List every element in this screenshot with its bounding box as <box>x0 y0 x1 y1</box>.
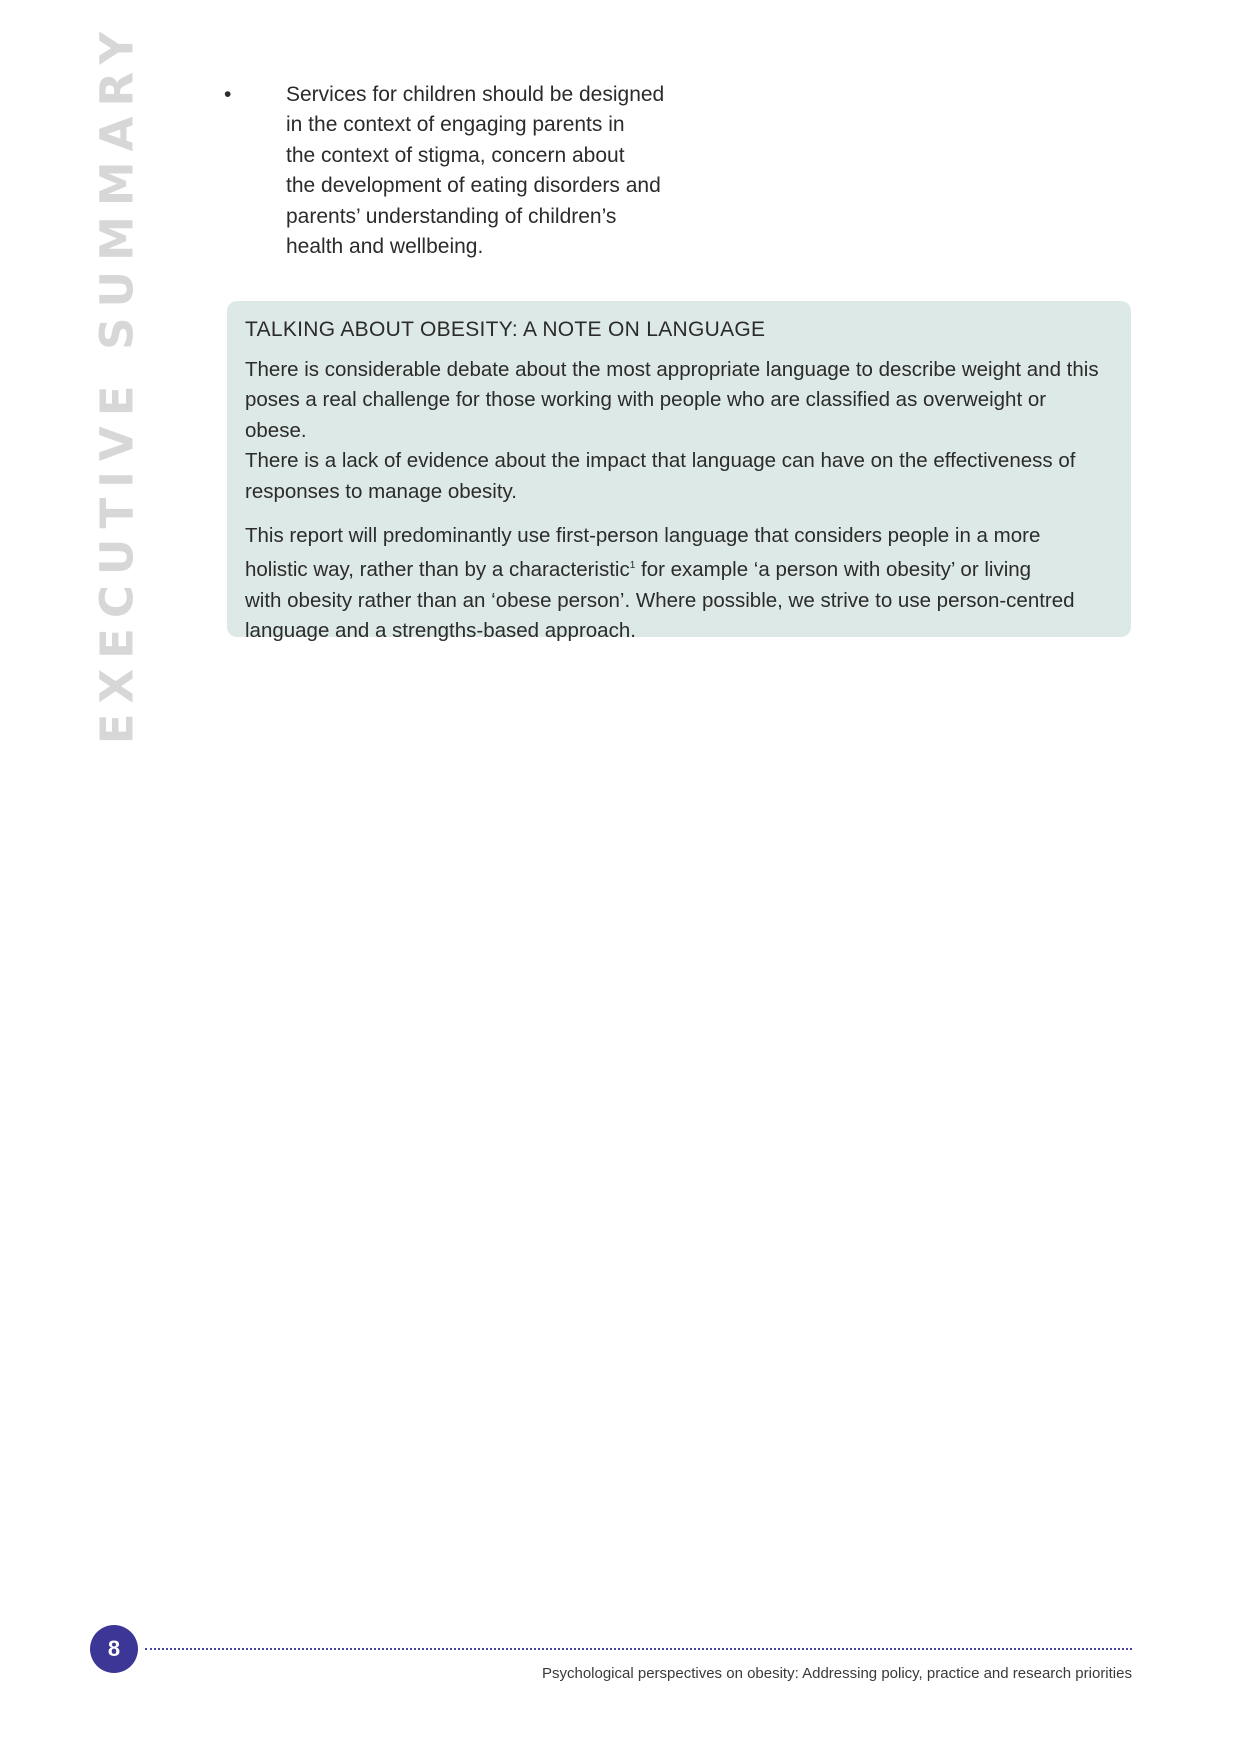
side-section-title <box>90 21 144 745</box>
footnote-reference[interactable]: 1 <box>629 560 636 572</box>
note-line: for example ‘a person with obesity’ or living <box>635 558 1032 582</box>
footer-running-title: Psychological perspectives on obesity: Addressing policy, practice and research priorities <box>541 1665 1132 1682</box>
note-line: This report will predominantly use first-person language that considers people in a more <box>245 524 1041 548</box>
note-line: with obesity rather than an ‘obese person’. Where possible, we strive to use person-centred <box>245 588 1075 612</box>
bullet-line: Services for children should be designed <box>286 83 665 106</box>
page-number: 8 <box>107 1636 121 1661</box>
note-line: There is considerable debate about the most appropriate language to describe weight and this <box>245 358 1099 381</box>
bullet-line: parents’ understanding of children’s <box>286 204 617 228</box>
note-line: responses to manage obesity. <box>245 479 517 503</box>
note-line: language and a strengths-based approach. <box>245 619 636 643</box>
language-note-box <box>227 301 1131 643</box>
note-paragraph-1 <box>245 355 1113 507</box>
note-line: poses a real challenge for those working with people who are classified as overweight or obese. <box>245 388 1047 442</box>
page-number-badge <box>90 1625 138 1673</box>
side-section-title-text: EXECUTIVE SUMMARY <box>90 21 144 745</box>
bullet-line: the development of eating disorders and <box>286 174 661 198</box>
bullet-line: the context of stigma, concern about <box>286 143 625 167</box>
bullet-list <box>224 80 684 262</box>
bullet-item <box>224 80 684 262</box>
bullet-line: health and wellbeing. <box>286 235 484 259</box>
note-line: holistic way, rather than by a characteristic <box>245 558 630 582</box>
bullet-marker: • <box>224 83 232 106</box>
note-title: TALKING ABOUT OBESITY: A NOTE ON LANGUAGE <box>245 318 766 341</box>
footer-dotted-rule <box>145 1648 1132 1650</box>
note-paragraph-2 <box>245 521 1113 647</box>
bullet-line: in the context of engaging parents in <box>286 113 625 137</box>
note-line: There is a lack of evidence about the impact that language can have on the effectiveness of <box>245 449 1076 473</box>
